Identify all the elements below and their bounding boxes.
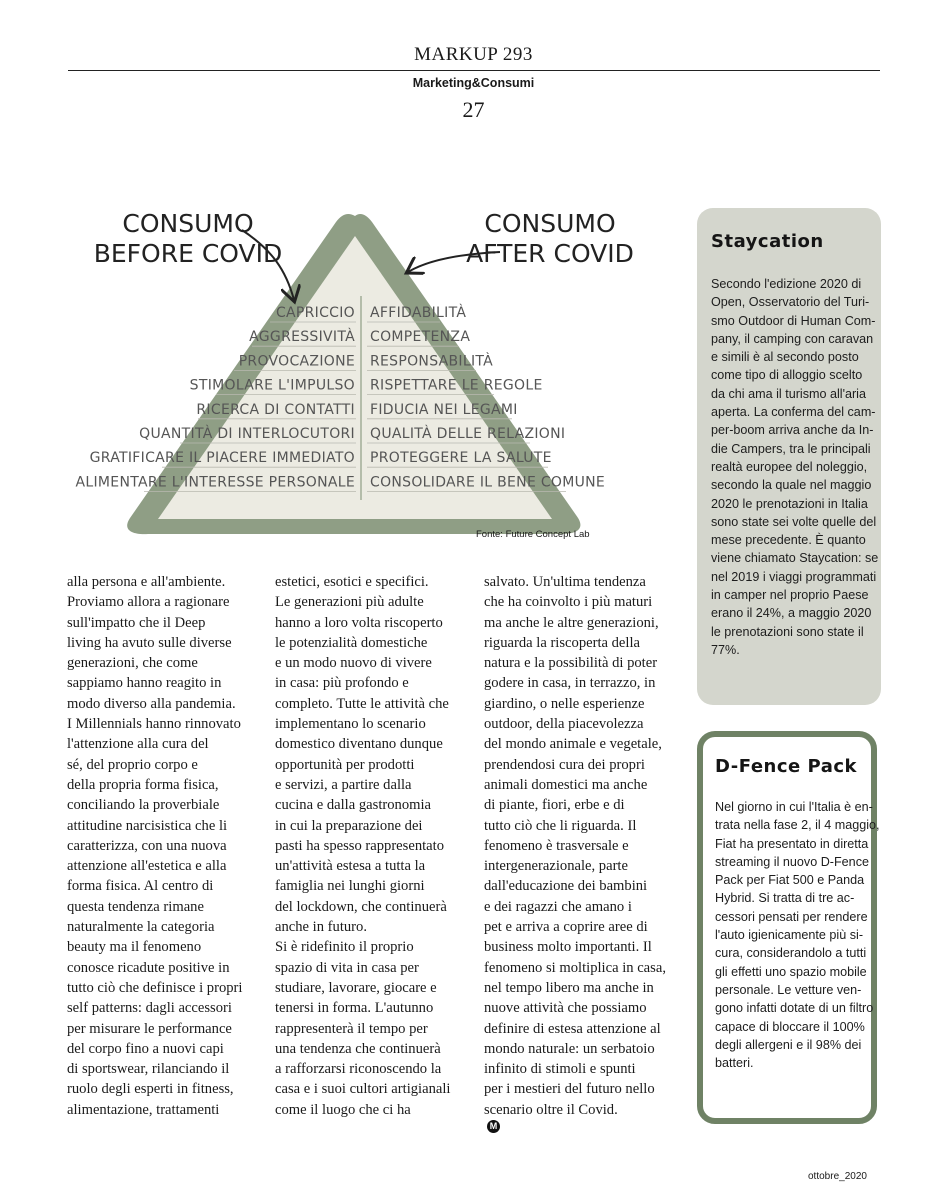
article-line-text: riguarda la riscoperta della bbox=[484, 634, 640, 651]
before-covid-heading-line: BEFORE COVID bbox=[93, 239, 283, 268]
article-line-text: Le generazioni più adulte bbox=[275, 594, 424, 611]
article-line bbox=[275, 958, 450, 978]
before-covid-item: RICERCA DI CONTATTI bbox=[196, 401, 355, 418]
article-line bbox=[275, 1059, 450, 1079]
article-line bbox=[67, 978, 242, 998]
article-line bbox=[67, 694, 242, 714]
before-covid-item: AGGRESSIVITÀ bbox=[249, 329, 355, 346]
article-line bbox=[484, 1059, 666, 1079]
article-line-text: del mondo animale e vegetale, bbox=[484, 736, 662, 753]
before-covid-item: GRATIFICARE IL PIACERE IMMEDIATO bbox=[89, 450, 355, 467]
article-line-text: del lockdown, che continuerà bbox=[275, 898, 447, 915]
article-line bbox=[484, 917, 666, 937]
article-line-text: mondo naturale: un serbatoio bbox=[484, 1040, 655, 1057]
article-line-text: tenersi in forma. L'autunno bbox=[275, 1000, 434, 1017]
section-label: Marketing&Consumi bbox=[412, 76, 535, 90]
article-line-text: pasti ha spesso rappresentato bbox=[275, 837, 444, 854]
article-line-text: fenomeno si moltiplica in casa, bbox=[484, 959, 666, 976]
sidebar-line: Pack per Fiat 500 e Panda bbox=[715, 873, 865, 888]
article-line-text: sull'impatto che il Deep bbox=[67, 614, 206, 631]
article-line bbox=[67, 897, 242, 917]
article-line-text: salvato. Un'ultima tendenza bbox=[484, 574, 646, 590]
article-line bbox=[275, 998, 450, 1018]
article-line-text: attenzione all'estetica e alla bbox=[67, 858, 227, 875]
sidebar-line: Hybrid. Si tratta di tre ac- bbox=[715, 891, 855, 906]
article-line bbox=[484, 1019, 666, 1039]
article-line bbox=[67, 673, 242, 693]
sidebar-line: trata nella fase 2, il 4 maggio, bbox=[715, 818, 880, 833]
sidebar-line: batteri. bbox=[715, 1056, 754, 1071]
sidebar-line: 77%. bbox=[711, 642, 740, 657]
article-line-text: di sportswear, rilanciando il bbox=[67, 1061, 230, 1078]
article-line bbox=[67, 653, 242, 673]
article-line-text: alla persona e all'ambiente. bbox=[67, 574, 226, 590]
sidebar-line: in camper nel proprio Paese bbox=[711, 588, 869, 603]
magazine-title: MARKUP 293 bbox=[414, 44, 533, 65]
article-line bbox=[484, 998, 666, 1018]
article-line bbox=[275, 673, 450, 693]
article-line bbox=[67, 836, 242, 856]
article-line-text: implementano lo scenario bbox=[275, 716, 426, 733]
article-line bbox=[67, 1019, 242, 1039]
before-covid-heading-line: CONSUMO bbox=[122, 209, 254, 238]
article-line-text: casa e i suoi cultori artigianali bbox=[275, 1081, 451, 1098]
before-covid-item: PROVOCAZIONE bbox=[238, 353, 355, 370]
before-covid-item: QUANTITÀ DI INTERLOCUTORI bbox=[139, 426, 355, 442]
article-line bbox=[484, 694, 666, 714]
consumption-pyramid bbox=[75, 190, 634, 550]
article-column-2 bbox=[275, 572, 450, 1120]
article-line bbox=[275, 592, 450, 612]
article-line-text: rappresenterà il tempo per bbox=[275, 1020, 428, 1037]
article-line-text: animali domestici ma anche bbox=[484, 776, 648, 793]
sidebar-line: degli allergeni e il 98% dei bbox=[715, 1037, 862, 1052]
article-line bbox=[275, 978, 450, 998]
sidebar-line: die Campers, tra le principali bbox=[711, 441, 871, 456]
article-line bbox=[67, 592, 242, 612]
article-line bbox=[67, 1039, 242, 1059]
article-line bbox=[67, 633, 242, 653]
article-line-text: pet e arriva a coprire aree di bbox=[484, 919, 648, 936]
article-line bbox=[67, 613, 242, 633]
article-line bbox=[275, 653, 450, 673]
article-line-text: natura e la possibilità di poter bbox=[484, 655, 658, 672]
sidebar-line: secondo la quale nel maggio bbox=[711, 478, 872, 493]
after-covid-item: CONSOLIDARE IL BENE COMUNE bbox=[370, 474, 606, 491]
article-line-text: le potenzialità domestiche bbox=[275, 634, 428, 651]
article-line-text: anche in futuro. bbox=[275, 919, 367, 936]
article-line bbox=[484, 653, 666, 673]
after-covid-item: COMPETENZA bbox=[370, 329, 471, 346]
article-line-text: intergenerazionale, parte bbox=[484, 858, 628, 875]
after-covid-item: FIDUCIA NEI LEGAMI bbox=[370, 401, 518, 418]
article-line-text: nel tempo libero ma anche in bbox=[484, 979, 654, 996]
article-line-text: self patterns: dagli accessori bbox=[67, 1000, 232, 1017]
article-line-text: Si è ridefinito il proprio bbox=[275, 939, 414, 956]
page-number: 27 bbox=[462, 97, 485, 122]
article-line bbox=[67, 795, 242, 815]
article-line-text: naturalmente la categoria bbox=[67, 919, 215, 936]
after-covid-item: PROTEGGERE LA SALUTE bbox=[370, 450, 552, 467]
article-line bbox=[67, 937, 242, 957]
after-covid-heading bbox=[466, 209, 634, 268]
sidebar-line: gono infatti dotate di un filtro bbox=[715, 1001, 874, 1016]
article-line bbox=[67, 734, 242, 754]
article-line-text: beauty ma il fenomeno bbox=[67, 939, 202, 956]
article-line bbox=[484, 775, 666, 795]
before-covid-item: STIMOLARE L'IMPULSO bbox=[189, 377, 355, 394]
sidebar-line: e simili è al secondo posto bbox=[711, 350, 859, 365]
article-line bbox=[484, 572, 666, 592]
sidebar-line: l'auto igienicamente più si- bbox=[715, 928, 864, 943]
article-line-text: forma fisica. Al centro di bbox=[67, 878, 214, 895]
article-line bbox=[484, 876, 666, 896]
article-line-text: in casa: più profondo e bbox=[275, 675, 409, 692]
article-line bbox=[275, 917, 450, 937]
staycation-text bbox=[711, 275, 878, 659]
article-line bbox=[484, 958, 666, 978]
article-line-text: outdoor, della piacevolezza bbox=[484, 716, 644, 733]
article-line-text: per i mestieri del futuro nello bbox=[484, 1081, 655, 1098]
article-line-text: ruolo degli esperti in fitness, bbox=[67, 1081, 234, 1098]
article-line bbox=[275, 613, 450, 633]
article-line-text: e dei ragazzi che amano i bbox=[484, 898, 632, 915]
article-line-text: opportunità per prodotti bbox=[275, 756, 415, 773]
article-line-text: tutto ciò che definisce i propri bbox=[67, 979, 243, 996]
dfence-sidebar bbox=[697, 731, 880, 1124]
article-line bbox=[484, 937, 666, 957]
article-line bbox=[275, 633, 450, 653]
article-line-text: scenario oltre il Covid. bbox=[484, 1101, 618, 1118]
article-line bbox=[67, 856, 242, 876]
before-covid-item: CAPRICCIO bbox=[275, 305, 355, 321]
article-line-text: e servizi, a partire dalla bbox=[275, 776, 412, 793]
article-line bbox=[275, 572, 450, 592]
article-line bbox=[484, 755, 666, 775]
article-line bbox=[67, 755, 242, 775]
article-line bbox=[484, 714, 666, 734]
article-line bbox=[484, 1039, 666, 1059]
sidebar-line: smo Outdoor di Human Com- bbox=[711, 313, 876, 328]
article-line bbox=[275, 755, 450, 775]
article-line bbox=[67, 1100, 242, 1120]
article-line-text: conciliando la proverbiale bbox=[67, 797, 220, 814]
article-line bbox=[275, 816, 450, 836]
article-line bbox=[67, 816, 242, 836]
article-line-text: attitudine narcisistica che li bbox=[67, 817, 228, 834]
article-line-text: questa tendenza rimane bbox=[67, 898, 204, 915]
article-line-text: hanno a loro volta riscoperto bbox=[275, 614, 443, 631]
article-line-text: come il luogo che ci ha bbox=[275, 1101, 411, 1118]
article-line-text: l'attenzione alla cura del bbox=[67, 736, 209, 753]
after-covid-heading-line: CONSUMO bbox=[484, 209, 616, 238]
article-line bbox=[484, 836, 666, 856]
after-covid-item: AFFIDABILITÀ bbox=[370, 305, 467, 321]
sidebar-line: come tipo di alloggio scelto bbox=[711, 368, 863, 383]
article-line bbox=[275, 1079, 450, 1099]
article-column-1 bbox=[67, 572, 242, 1120]
article-line bbox=[275, 694, 450, 714]
sidebar-line: Fiat ha presentato in diretta bbox=[715, 836, 869, 851]
article-line-text: che ha coinvolto i più maturi bbox=[484, 594, 653, 611]
staycation-title: Staycation bbox=[711, 231, 824, 252]
article-line-text: domestico diventano dunque bbox=[275, 736, 443, 753]
after-covid-heading-line: AFTER COVID bbox=[466, 239, 634, 268]
article-line bbox=[484, 592, 666, 612]
dfence-title: D-Fence Pack bbox=[715, 756, 857, 777]
article-line-text: generazioni, che come bbox=[67, 655, 198, 672]
after-covid-item: RESPONSABILITÀ bbox=[370, 353, 494, 370]
article-line bbox=[67, 775, 242, 795]
sidebar-line: Secondo l'edizione 2020 di bbox=[711, 277, 862, 291]
article-line-text: prendendosi cura dei propri bbox=[484, 756, 645, 773]
article-line-text: una tendenza che continuerà bbox=[275, 1040, 441, 1057]
article-line bbox=[275, 1100, 450, 1120]
article-line bbox=[484, 673, 666, 693]
article-line-text: dall'educazione dei bambini bbox=[484, 878, 648, 895]
chart-source: Fonte: Future Concept Lab bbox=[476, 529, 590, 540]
article-line bbox=[484, 816, 666, 836]
sidebar-line: gli effetti uno spazio mobile bbox=[715, 964, 867, 979]
staycation-sidebar bbox=[697, 208, 881, 705]
sidebar-line: cessori pensati per rendere bbox=[715, 909, 868, 924]
sidebar-line: personale. Le vetture ven- bbox=[715, 982, 862, 997]
article-line bbox=[67, 958, 242, 978]
after-covid-item: QUALITÀ DELLE RELAZIONI bbox=[370, 426, 566, 442]
article-end-mark-icon: M bbox=[487, 1120, 500, 1133]
article-line-text: sé, del proprio corpo e bbox=[67, 756, 198, 773]
article-line bbox=[484, 734, 666, 754]
article-line bbox=[484, 613, 666, 633]
article-line-text: godere in casa, in terrazzo, in bbox=[484, 675, 656, 692]
article-line-text: famiglia nei lunghi giorni bbox=[275, 878, 425, 895]
article-line-text: modo diverso alla pandemia. bbox=[67, 695, 236, 712]
sidebar-line: pany, il camping con caravan bbox=[711, 331, 874, 346]
sidebar-line: sono state sei volte quelle del bbox=[711, 514, 877, 529]
sidebar-line: realtà europee del noleggio, bbox=[711, 459, 868, 474]
article-line bbox=[275, 897, 450, 917]
article-line-text: studiare, lavorare, giocare e bbox=[275, 979, 437, 996]
sidebar-line: per-boom arriva anche da In- bbox=[711, 423, 874, 438]
article-line bbox=[484, 897, 666, 917]
sidebar-line: aperta. La conferma del cam- bbox=[711, 405, 876, 420]
article-line bbox=[67, 1079, 242, 1099]
sidebar-line: erano il 24%, a maggio 2020 bbox=[711, 606, 872, 621]
sidebar-line: 2020 le prenotazioni in Italia bbox=[711, 496, 868, 511]
sidebar-line: nel 2019 i viaggi programmati bbox=[711, 569, 877, 584]
article-line-text: tutto ciò che li riguarda. Il bbox=[484, 817, 637, 834]
article-line-text: e un modo nuovo di vivere bbox=[275, 655, 432, 672]
article-line bbox=[484, 633, 666, 653]
article-line-text: per misurare le performance bbox=[67, 1020, 232, 1037]
header-divider bbox=[68, 70, 880, 71]
article-line-text: nuove attività che possiamo bbox=[484, 1000, 647, 1017]
article-line bbox=[67, 714, 242, 734]
sidebar-line: cura, considerandolo a tutti bbox=[715, 946, 867, 961]
article-line-text: Proviamo allora a ragionare bbox=[67, 594, 230, 611]
sidebar-line: le prenotazioni sono state il bbox=[711, 624, 864, 639]
article-line bbox=[484, 1079, 666, 1099]
article-line bbox=[484, 1100, 666, 1133]
article-line-text: infinito di stimoli e spunti bbox=[484, 1061, 636, 1078]
article-line-text: della propria forma fisica, bbox=[67, 776, 219, 793]
article-line bbox=[275, 1019, 450, 1039]
footer-issue-date: ottobre_2020 bbox=[808, 1171, 867, 1182]
article-line bbox=[275, 734, 450, 754]
article-line-text: estetici, esotici e specifici. bbox=[275, 574, 429, 590]
sidebar-line: da chi ama il turismo all'aria bbox=[711, 386, 866, 401]
after-covid-item: RISPETTARE LE REGOLE bbox=[370, 377, 543, 394]
sidebar-line: Open, Osservatorio del Turi- bbox=[711, 295, 870, 310]
sidebar-line: capace di bloccare il 100% bbox=[715, 1019, 865, 1034]
article-line-text: fenomeno è trasversale e bbox=[484, 837, 629, 854]
before-covid-item: ALIMENTARE L'INTERESSE PERSONALE bbox=[75, 474, 355, 491]
article-line-text: a rafforzarsi riconoscendo la bbox=[275, 1061, 442, 1078]
article-line bbox=[275, 1039, 450, 1059]
article-line-text: living ha avuto sulle diverse bbox=[67, 634, 232, 651]
sidebar-line: streaming il nuovo D-Fence bbox=[715, 854, 869, 869]
sidebar-line: mese precedente. È quanto bbox=[711, 533, 866, 548]
sidebar-line: Nel giorno in cui l'Italia è en- bbox=[715, 800, 873, 814]
dfence-text bbox=[715, 798, 880, 1072]
article-line bbox=[275, 876, 450, 896]
article-line-text: di piante, fiori, erbe e di bbox=[484, 797, 625, 814]
article-line-text: ma anche le altre generazioni, bbox=[484, 614, 659, 631]
article-line bbox=[484, 856, 666, 876]
article-line bbox=[67, 1059, 242, 1079]
article-line-text: business molto importanti. Il bbox=[484, 939, 652, 956]
article-line-text: caratterizza, con una nuova bbox=[67, 837, 227, 854]
article-line bbox=[275, 775, 450, 795]
article-line-text: un'attività estesa a tutta la bbox=[275, 858, 426, 875]
article-line bbox=[67, 998, 242, 1018]
article-line-text: I Millennials hanno rinnovato bbox=[67, 716, 241, 733]
article-line bbox=[67, 876, 242, 896]
article-line-text: cucina e dalla gastronomia bbox=[275, 797, 432, 814]
article-line-text: giardino, o nelle esperienze bbox=[484, 695, 645, 712]
article-line-text: spazio di vita in casa per bbox=[275, 959, 419, 976]
article-line bbox=[275, 714, 450, 734]
article-line bbox=[67, 917, 242, 937]
article-line-text: alimentazione, trattamenti bbox=[67, 1101, 220, 1118]
article-line bbox=[275, 937, 450, 957]
article-line-text: in cui la preparazione dei bbox=[275, 817, 423, 834]
article-line bbox=[275, 795, 450, 815]
article-line-text: del corpo fino a nuovi capi bbox=[67, 1040, 224, 1057]
article-line bbox=[484, 978, 666, 998]
article-line-text: conosce ricadute positive in bbox=[67, 959, 230, 976]
article-line bbox=[67, 572, 242, 592]
article-line-text: sappiamo hanno reagito in bbox=[67, 675, 222, 692]
article-column-3 bbox=[484, 572, 666, 1133]
article-line bbox=[275, 836, 450, 856]
article-line bbox=[484, 795, 666, 815]
article-line-text: completo. Tutte le attività che bbox=[275, 695, 449, 712]
article-line-text: definire di estesa attenzione al bbox=[484, 1020, 661, 1037]
sidebar-line: viene chiamato Staycation: se bbox=[711, 551, 879, 566]
article-line bbox=[275, 856, 450, 876]
